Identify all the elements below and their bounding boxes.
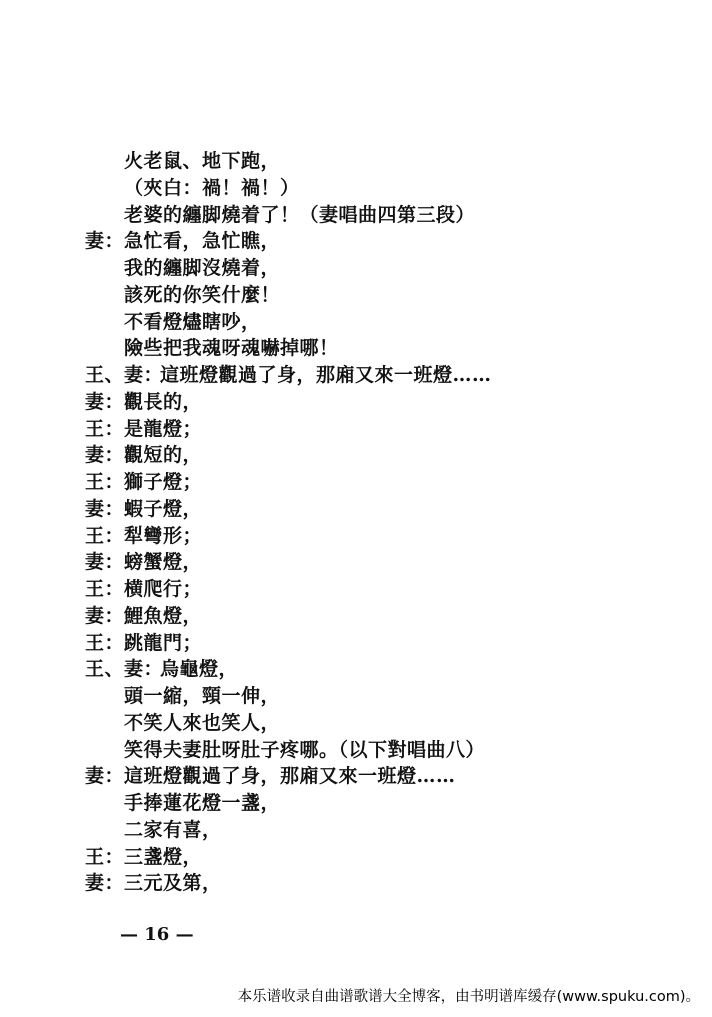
lyric-line [0,335,712,361]
speaker-label: 王、妻： [85,658,164,681]
lyric-text: 頭一縮，頸一伸， [124,685,281,707]
speaker-label: 王： [85,471,125,493]
speaker-label: 妻： [85,872,125,895]
speaker-label: 妻： [85,444,125,467]
lyric-text: （夾白：禍！禍！） [124,176,300,199]
lyric-text: 笑得夫妻肚呀肚子疼哪。（以下對唱曲八） [124,738,486,761]
lyric-text: 烏龜燈， [160,658,239,681]
lyric-line [0,817,712,843]
lyric-text: 三盞燈， [124,845,203,868]
lyric-line [0,202,712,228]
lyric-text: 這班燈觀過了身，那廂又來一班燈…… [124,765,456,788]
lyric-line [0,549,712,575]
lyric-text: 火老鼠、地下跑， [124,150,281,172]
lyric-text: 螃蟹燈， [124,551,203,574]
lyric-text: 二家有喜， [124,818,222,841]
speaker-label: 妻： [85,765,125,788]
lyric-text: 蝦子燈， [124,497,203,520]
lyric-line [0,442,712,468]
lyric-text: 跳龍門； [124,631,203,654]
lyric-text: 我的纏脚沒燒着， [124,257,281,279]
lyric-line [0,763,712,789]
lyric-text: 急忙看，急忙瞧， [124,230,281,253]
lyric-line [0,576,712,602]
speaker-label: 王： [85,845,125,868]
speaker-label: 王： [85,417,125,440]
speaker-label: 妻： [85,604,125,627]
lyric-text: 老婆的纏脚燒着了！（妻唱曲四第三段） [124,203,476,226]
lyric-text: 不看燈燼瞎吵， [124,310,261,333]
lyric-text: 三元及第， [124,872,222,895]
lyric-text: 該死的你笑什麼！ [124,283,281,306]
lyric-line [0,362,712,388]
lyric-line [0,148,712,174]
lyric-line [0,255,712,281]
lyric-text: 鯉魚燈， [124,604,203,627]
lyric-line [0,656,712,682]
lyric-line [0,496,712,522]
lyric-line [0,523,712,549]
speaker-label: 王： [85,578,125,600]
speaker-label: 妻： [85,390,125,413]
lyric-text: 這班燈觀過了身，那廂又來一班燈…… [160,364,492,386]
lyric-line [0,683,712,709]
speaker-label: 妻： [85,230,125,253]
lyric-line [0,870,712,896]
speaker-label: 王、妻： [85,364,164,386]
lyric-line [0,630,712,656]
lyric-line [0,844,712,870]
lyric-line [0,790,712,816]
lyric-text: 不笑人來也笑人， [124,711,281,734]
lyric-text: 手捧蓮花燈一盞， [124,792,281,814]
lyric-text: 横爬行； [124,578,203,600]
lyric-text: 是龍燈； [124,417,203,440]
page-number: — 16 — [120,924,194,945]
lyric-line [0,737,712,763]
lyric-text: 觀長的， [124,390,203,413]
lyric-line [0,416,712,442]
lyric-line [0,309,712,335]
lyric-line [0,603,712,629]
lyric-line [0,175,712,201]
lyric-line [0,469,712,495]
footer-credit: 本乐谱收录自曲谱歌谱大全博客，由书明谱库缓存(www.spuku.com)。 [237,989,700,1005]
speaker-label: 妻： [85,551,125,574]
lyric-text: 險些把我魂呀魂嚇掉哪！ [124,337,339,360]
lyric-line [0,282,712,308]
speaker-label: 妻： [85,497,125,520]
lyric-line [0,228,712,254]
lyric-text: 獅子燈； [124,471,203,493]
speaker-label: 王： [85,524,125,547]
lyric-line [0,389,712,415]
lyric-text: 犁彎形； [124,524,203,547]
speaker-label: 王： [85,631,125,654]
lyric-text: 觀短的， [124,444,203,467]
lyric-line [0,710,712,736]
